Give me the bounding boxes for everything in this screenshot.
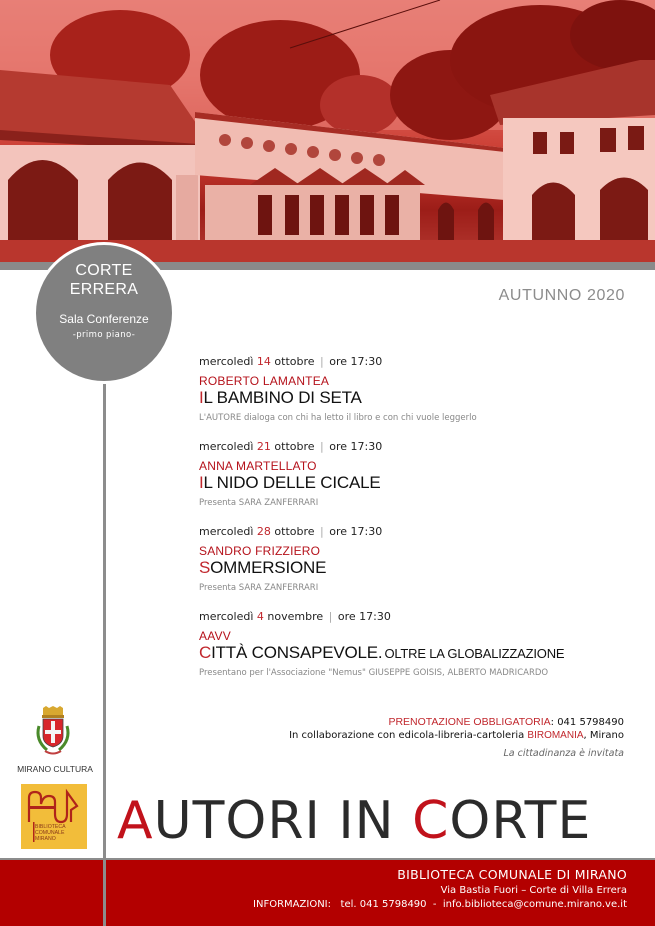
- event-title: [199, 643, 639, 664]
- library-logo: [21, 784, 87, 849]
- title-part-1: UTORI IN: [153, 791, 413, 851]
- footer-library-name: BIBLIOTECA COMUNALE DI MIRANO: [397, 867, 627, 882]
- booking-label: PRENOTAZIONE OBBLIGATORIA: [388, 716, 551, 728]
- mirano-crest-icon: [33, 706, 73, 758]
- title-initial-a: A: [117, 791, 154, 851]
- event-title-initial: I: [199, 388, 204, 407]
- hero-photo: [0, 0, 655, 262]
- event-month: novembre: [267, 610, 324, 623]
- event-weekday: mercoledì: [199, 525, 254, 538]
- booking-info: [289, 716, 624, 742]
- event-separator: |: [320, 525, 324, 538]
- event-date: [199, 355, 639, 369]
- event-day: 28: [256, 525, 271, 538]
- event-month: ottobre: [274, 525, 315, 538]
- event-weekday: mercoledì: [199, 440, 254, 453]
- location-name-line2: ERRERA: [69, 281, 139, 298]
- event-month: ottobre: [274, 440, 315, 453]
- event-title-initial: C: [199, 643, 212, 662]
- event-time: ore 17:30: [329, 355, 383, 368]
- event-note: L'AUTORE dialoga con chi ha letto il libro e con chi vuole leggerlo: [199, 413, 477, 423]
- event-title-initial: I: [199, 473, 204, 492]
- collab-partner: BIROMANIA: [527, 730, 584, 741]
- event-date: [199, 440, 639, 454]
- event-day: 4: [256, 610, 264, 623]
- event-title-rest: OMMERSIONE: [210, 558, 327, 577]
- event-title-rest: L NIDO DELLE CICALE: [203, 473, 381, 492]
- library-logo-line1: BIBLIOTECA: [35, 824, 66, 830]
- location-room: Sala Conferenze: [59, 312, 149, 326]
- event-date: [199, 525, 639, 539]
- timeline-line: [103, 384, 106, 926]
- event-item: [199, 440, 639, 525]
- location-name: [36, 261, 172, 299]
- event-note: Presenta SARA ZANFERRARI: [199, 583, 319, 593]
- event-note: Presenta SARA ZANFERRARI: [199, 498, 319, 508]
- event-day: 14: [256, 355, 271, 368]
- event-list: [199, 355, 639, 695]
- event-title-initial: S: [199, 558, 211, 577]
- event-separator: |: [320, 355, 324, 368]
- location-floor: -primo piano-: [72, 330, 136, 340]
- invite-note: La cittadinanza è invitata: [503, 748, 624, 759]
- event-separator: |: [320, 440, 324, 453]
- event-time: ore 17:30: [329, 440, 383, 453]
- event-note: Presentano per l'Associazione "Nemus" GIUSEPPE GOISIS, ALBERTO MADRICARDO: [199, 668, 549, 678]
- event-subtitle: OLTRE LA GLOBALIZZAZIONE: [384, 646, 565, 661]
- title-initial-c: C: [412, 791, 450, 851]
- event-weekday: mercoledì: [199, 355, 254, 368]
- event-title: [199, 558, 639, 579]
- event-title-rest: L BAMBINO DI SETA: [203, 388, 362, 407]
- event-title-rest: ITTÀ CONSAPEVOLE.: [211, 643, 383, 662]
- event-separator: |: [328, 610, 333, 623]
- event-time: ore 17:30: [337, 610, 391, 623]
- collab-prefix: In collaborazione con edicola-libreria-cartoleria: [289, 730, 528, 741]
- event-date: [199, 610, 639, 624]
- event-month: ottobre: [274, 355, 315, 368]
- footer-timeline-line: [103, 860, 106, 926]
- event-author: ANNA MARTELLATO: [199, 459, 317, 473]
- event-item: [199, 355, 639, 440]
- event-author: SANDRO FRIZZIERO: [199, 544, 321, 558]
- footer-contacts: INFORMAZIONI: tel. 041 5798490 - info.biblioteca@comune.mirano.ve.it: [253, 899, 627, 910]
- footer-bar: [0, 860, 655, 926]
- library-logo-text: [35, 824, 66, 842]
- event-item: [199, 610, 639, 695]
- season-label: AUTUNNO 2020: [498, 287, 625, 304]
- event-title: [199, 473, 639, 494]
- event-day: 21: [256, 440, 271, 453]
- library-logo-line3: MIRANO: [35, 836, 56, 842]
- event-author: AAVV: [199, 629, 231, 643]
- event-time: ore 17:30: [329, 525, 383, 538]
- main-title: [117, 793, 591, 849]
- event-item: [199, 525, 639, 610]
- event-weekday: mercoledì: [199, 610, 254, 623]
- collab-suffix: , Mirano: [583, 730, 624, 741]
- booking-line: [289, 716, 624, 729]
- booking-phone: : 041 5798490: [550, 717, 624, 728]
- event-author: ROBERTO LAMANTEA: [199, 374, 330, 388]
- event-title: [199, 388, 639, 409]
- library-logo-line2: COMUNALE: [35, 830, 65, 836]
- footer-address: Via Bastia Fuori – Corte di Villa Errera: [440, 885, 627, 896]
- courtyard-illustration: [0, 0, 655, 262]
- title-part-2: ORTE: [449, 791, 592, 851]
- location-name-line1: CORTE: [75, 262, 133, 279]
- mirano-cultura-label: MIRANO CULTURA: [17, 764, 93, 774]
- location-badge: [33, 242, 175, 384]
- collab-line: [289, 729, 624, 742]
